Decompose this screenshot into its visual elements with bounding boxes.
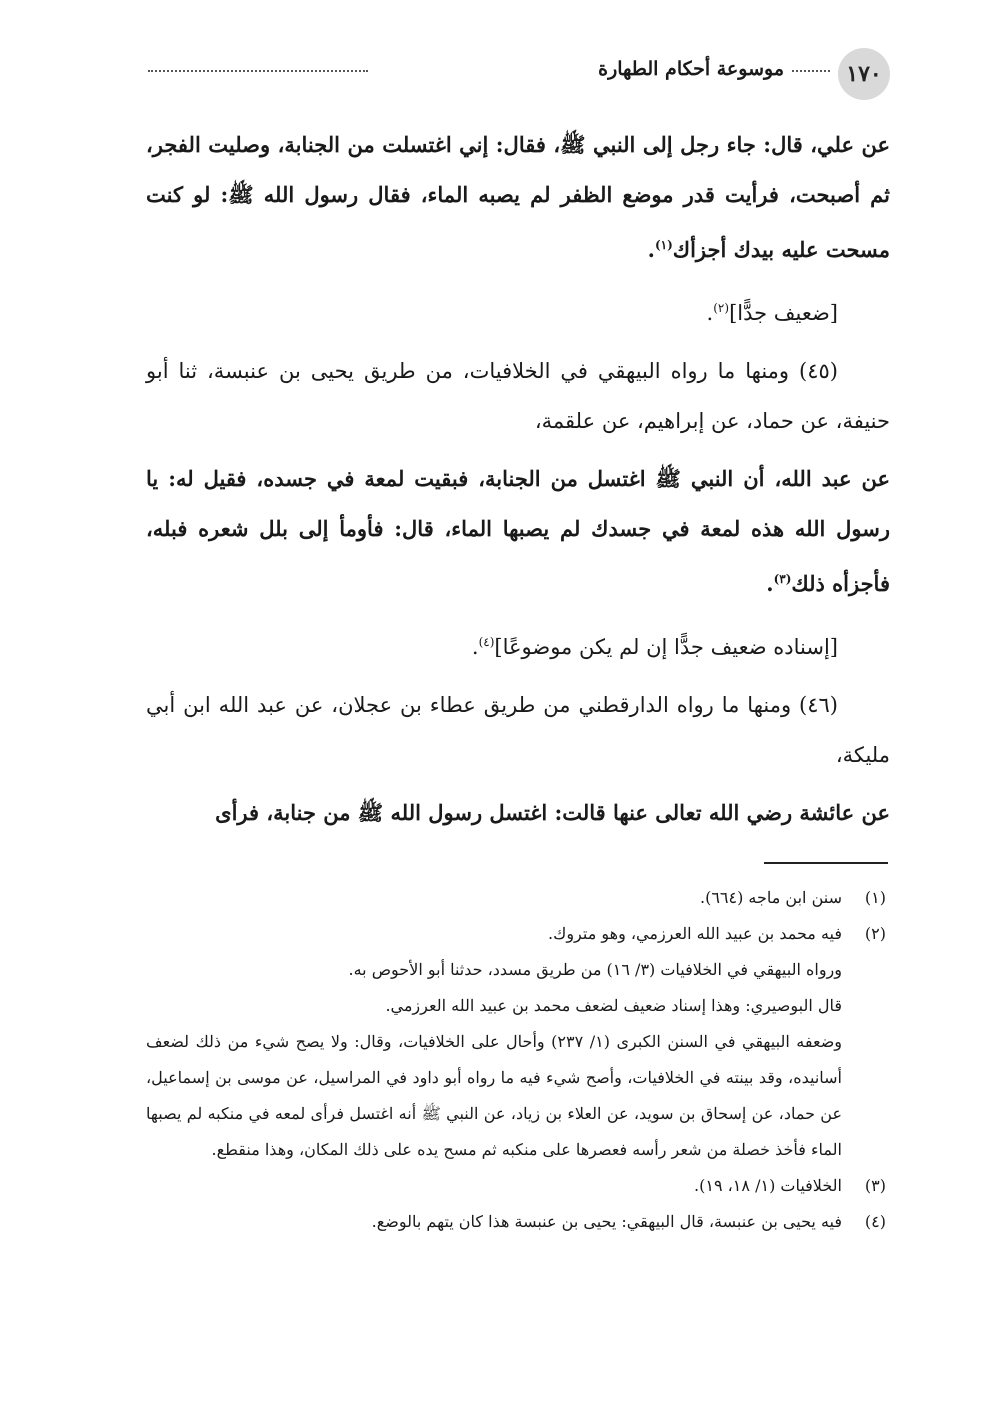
main-text xyxy=(146,120,890,846)
footnote xyxy=(146,1168,886,1204)
running-title: موسوعة أحكام الطهارة xyxy=(598,58,784,80)
footnote-continuation: قال البوصيري: وهذا إسناد ضعيف لضعف محمد بن عبيد الله العرزمي. xyxy=(385,996,842,1015)
chain-paragraph xyxy=(146,680,890,780)
hadith-paragraph xyxy=(146,454,890,609)
footnote-number: (٢) xyxy=(864,924,886,943)
page-header xyxy=(146,48,890,100)
header-dotted-rule xyxy=(148,70,368,72)
paragraph-end: . xyxy=(647,237,655,262)
footnote-text: سنن ابن ماجه (٦٦٤). xyxy=(699,888,842,907)
paragraph-text: (٤٥) ومنها ما رواه البيهقي في الخلافيات، من طريق يحيى بن عنبسة، ثنا أبو حنيفة، عن حماد، عن إبراهيم، عن علقمة، xyxy=(146,359,890,433)
footnote-text: فيه محمد بن عبيد الله العرزمي، وهو متروك. xyxy=(548,924,842,943)
paragraph-end: . xyxy=(766,571,774,596)
header-dotted-rule xyxy=(792,70,830,72)
hadith-paragraph xyxy=(146,120,890,275)
footnote-number: (٣) xyxy=(864,1176,886,1195)
footnote-continuation: وضعفه البيهقي في السنن الكبرى (١/ ٢٣٧) وأحال على الخلافيات، وقال: ولا يصح شيء من ذلك لضعف أسانيده، وقد بينته في الخلافيات، وأصح شيء فيه ما رواه أبو داود في المراسيل، عن موسى بن إسماعيل، عن حماد، عن إسحاق بن سويد، عن العلاء بن زياد، عن النبي ﷺ أنه اغتسل فرأى لمعه في منكبه لم يصبها الماء فأخذ خصلة من شعر رأسه فعصرها على منكبه ثم مسح يده على ذلك المكان، وهذا منقطع. xyxy=(146,1032,843,1159)
footnote-ref: (١) xyxy=(654,238,673,252)
hadith-paragraph xyxy=(146,788,890,838)
footnote-continuation: ورواه البيهقي في الخلافيات (٣/ ١٦) من طريق مسدد، حدثنا أبو الأحوص به. xyxy=(348,960,842,979)
footnote-number: (٤) xyxy=(864,1212,886,1231)
grading-paragraph xyxy=(146,283,890,338)
paragraph-text: [ضعيف جدًّا] xyxy=(729,301,838,325)
footnote-ref: (٣) xyxy=(773,572,792,586)
page-number-badge: ١٧٠ xyxy=(838,48,890,100)
paragraph-text: (٤٦) ومنها ما رواه الدارقطني من طريق عطاء بن عجلان، عن عبد الله ابن أبي مليكة، xyxy=(146,693,890,767)
footnote-ref: (٤) xyxy=(478,635,495,649)
footnotes xyxy=(146,880,886,1240)
footnote xyxy=(146,880,886,916)
paragraph-end: . xyxy=(706,301,714,325)
footnote xyxy=(146,1204,886,1240)
footnote xyxy=(146,916,886,952)
paragraph-end: . xyxy=(471,635,479,659)
footnote-separator xyxy=(764,862,888,864)
footnote-text: فيه يحيى بن عنبسة، قال البيهقي: يحيى بن عنبسة هذا كان يتهم بالوضع. xyxy=(371,1212,842,1231)
paragraph-text: [إسناده ضعيف جدًّا إن لم يكن موضوعًا] xyxy=(494,635,838,659)
footnote-text: الخلافيات (١/ ١٨، ١٩). xyxy=(694,1176,842,1195)
grading-paragraph xyxy=(146,617,890,672)
paragraph-text: عن عائشة رضي الله تعالى عنها قالت: اغتسل رسول الله ﷺ من جنابة، فرأى xyxy=(215,800,890,825)
chain-paragraph xyxy=(146,346,890,446)
footnote-number: (١) xyxy=(864,888,886,907)
footnote-ref: (٢) xyxy=(713,301,730,315)
paragraph-text: عن علي، قال: جاء رجل إلى النبي ﷺ، فقال: إني اغتسلت من الجنابة، وصليت الفجر، ثم أصبحت، فرأيت قدر موضع الظفر لم يصبه الماء، فقال رسول الله ﷺ: لو كنت مسحت عليه بيدك أجزأك xyxy=(146,132,890,262)
paragraph-text: عن عبد الله، أن النبي ﷺ اغتسل من الجنابة، فبقيت لمعة في جسده، فقيل له: يا رسول الله هذه لمعة في جسدك لم يصبها الماء، قال: فأومأ إلى بلل شعره فبله، فأجزأه ذلك xyxy=(146,466,890,596)
